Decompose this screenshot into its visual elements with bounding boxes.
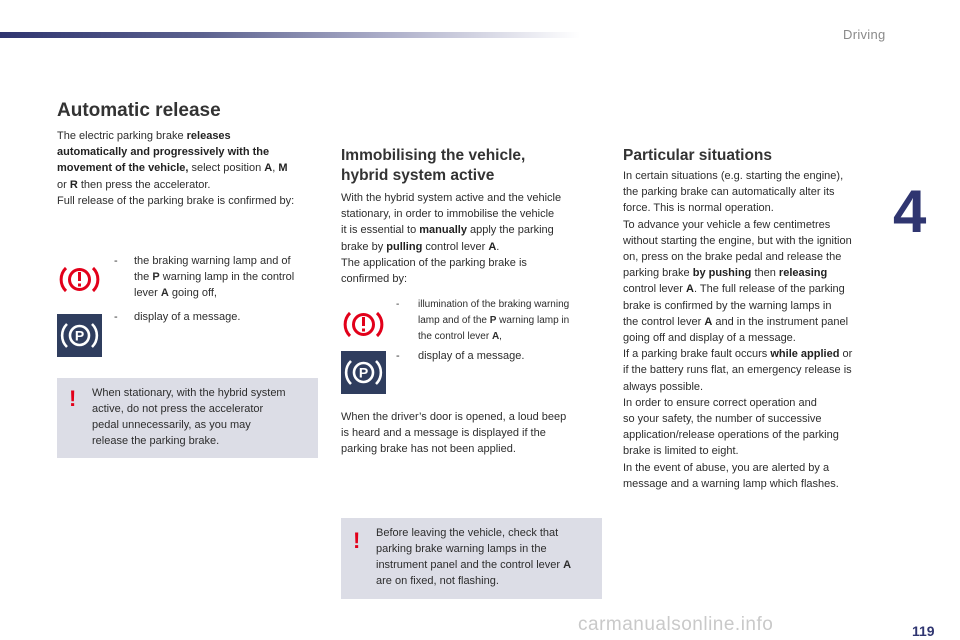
list-item-text: display of a message. (418, 350, 525, 362)
list-item (396, 348, 601, 366)
list-item-text: display of a message. (134, 311, 241, 323)
list-dash: - (396, 350, 400, 362)
list-item (396, 297, 601, 345)
chapter-number: 4 (893, 178, 927, 245)
list-item (114, 309, 329, 327)
watermark: carmanualsonline.info (578, 614, 774, 635)
list-item (114, 253, 329, 303)
list-dash: - (114, 311, 118, 323)
parking-brake-icon (57, 314, 102, 357)
warning-exclamation-icon: ! (353, 528, 361, 553)
header-gradient-bar (0, 32, 580, 38)
automatic-release-heading: Automatic release (57, 100, 221, 121)
warning-note-text: When stationary, with the hybrid system active, do not press the accelerator pedal unnecessarily, as you may release the parking brake. (92, 387, 286, 447)
section-title: Driving (843, 27, 886, 42)
warning-note (341, 518, 602, 599)
immobilising-heading: Immobilising the vehicle, hybrid system active (341, 147, 526, 184)
list-dash: - (114, 255, 118, 267)
door-beep-paragraph: When the driver’s door is opened, a loud beep is heard and a message is displayed if the parking brake has not been applied. (341, 411, 567, 456)
particular-situations-heading: Particular situations (623, 147, 773, 164)
warning-exclamation-icon: ! (69, 386, 77, 411)
p-letter: P (358, 364, 369, 381)
list-item-text: the braking warning lamp and of the P warning lamp in the control lever A going off, (134, 255, 295, 299)
brake-warning-icon (57, 258, 102, 301)
immobilising-intro: With the hybrid system active and the vehicle stationary, in order to immobilise the vehicle it is essential to manually apply the parking brake by pulling control lever A. The application of the parking brake is confirmed by: (341, 192, 562, 286)
warning-note (57, 378, 318, 458)
particular-situations-body: In certain situations (e.g. starting the engine), the parking brake can automatically alter its force. This is normal operation. To advance your vehicle a few centimetres without starting the engine, but with the ignition on, press on the brake pedal and release the parking brake by pushing then releasing control lever A. The full release of the parking brake is confirmed by the warning lamps in the control lever A and in the instrument panel going off and display of a message. If a parking brake fault occurs while applied or if the battery runs flat, an emergency release is always possible. In order to ensure correct operation and so your safety, the number of successive application/release operations of the parking brake is limited to eight. In the event of abuse, you are alerted by a message and a warning lamp which flashes. (623, 170, 853, 490)
warning-note-text: Before leaving the vehicle, check that parking brake warning lamps in the instrument panel and the control lever A are on fixed, not flashing. (376, 527, 572, 587)
automatic-release-intro: The electric parking brake releases automatically and progressively with the movement of the vehicle, select position A, M or R then press the accelerator. Full release of the parking brake is confirmed by: (57, 130, 295, 207)
list-dash: - (396, 299, 400, 310)
brake-warning-icon (341, 303, 386, 346)
p-letter: P (74, 327, 85, 344)
list-item-text: illumination of the braking warning lamp and of the P warning lamp in the control lever A, (418, 299, 570, 342)
parking-brake-icon (341, 351, 386, 394)
page-number: 119 (912, 623, 935, 639)
